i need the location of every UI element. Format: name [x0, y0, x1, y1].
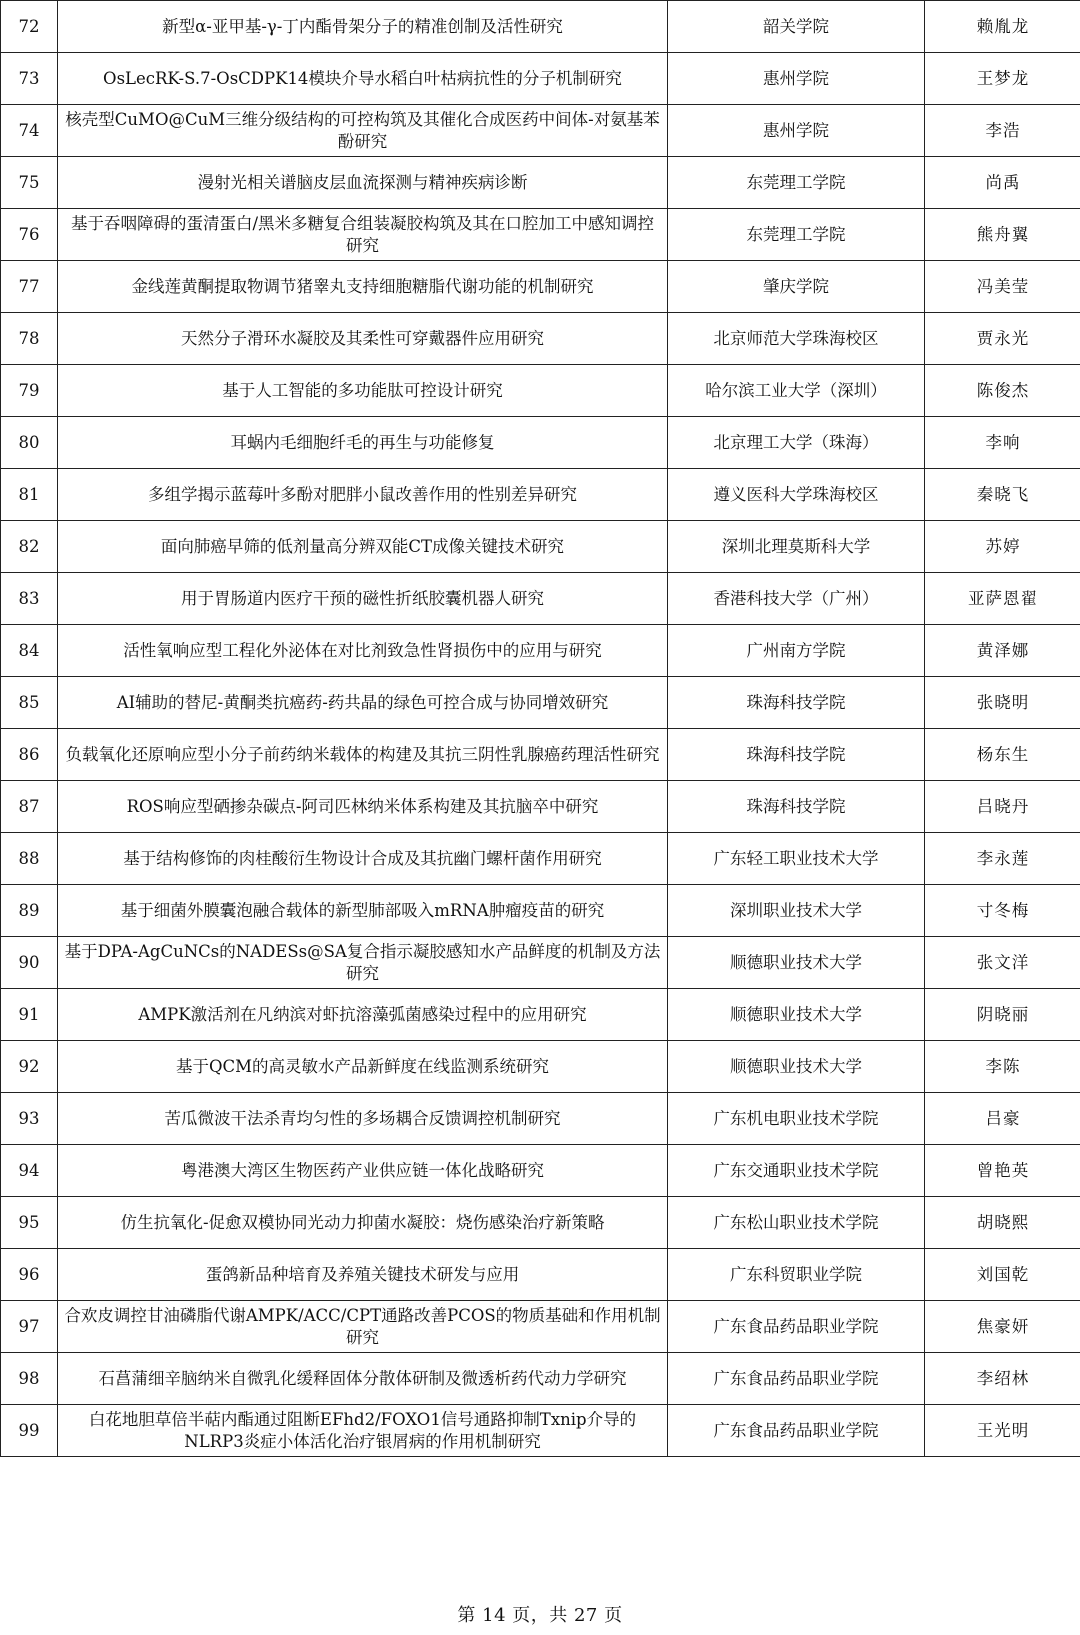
table-row: [1, 417, 1080, 469]
project-title-cell: 苦瓜微波干法杀青均匀性的多场耦合反馈调控机制研究: [58, 1093, 668, 1145]
table-row: [1, 1249, 1080, 1301]
institution-cell: 广东机电职业技术学院: [668, 1093, 925, 1145]
row-number-cell: 76: [1, 209, 58, 261]
table-row: [1, 53, 1080, 105]
row-number-cell: 88: [1, 833, 58, 885]
project-title-cell: AI辅助的替尼-黄酮类抗癌药-药共晶的绿色可控合成与协同增效研究: [58, 677, 668, 729]
principal-investigator-cell: 吕豪: [925, 1093, 1080, 1145]
row-number-cell: 83: [1, 573, 58, 625]
row-number-cell: 72: [1, 1, 58, 53]
row-number-cell: 80: [1, 417, 58, 469]
project-table-body: [1, 1, 1080, 1457]
principal-investigator-cell: 王梦龙: [925, 53, 1080, 105]
row-number-cell: 96: [1, 1249, 58, 1301]
project-title-cell: 蛋鸽新品种培育及养殖关键技术研发与应用: [58, 1249, 668, 1301]
institution-cell: 广东食品药品职业学院: [668, 1405, 925, 1457]
table-row: [1, 885, 1080, 937]
institution-cell: 广东轻工职业技术大学: [668, 833, 925, 885]
principal-investigator-cell: 贾永光: [925, 313, 1080, 365]
table-row: [1, 1197, 1080, 1249]
principal-investigator-cell: 尚禹: [925, 157, 1080, 209]
project-title-cell: 基于人工智能的多功能肽可控设计研究: [58, 365, 668, 417]
row-number-cell: 92: [1, 1041, 58, 1093]
row-number-cell: 99: [1, 1405, 58, 1457]
row-number-cell: 84: [1, 625, 58, 677]
institution-cell: 广东交通职业技术学院: [668, 1145, 925, 1197]
page-number-text: 第 14 页，共 27 页: [457, 1605, 623, 1626]
table-row: [1, 469, 1080, 521]
row-number-cell: 94: [1, 1145, 58, 1197]
institution-cell: 广东松山职业技术学院: [668, 1197, 925, 1249]
table-row: [1, 157, 1080, 209]
table-row: [1, 1, 1080, 53]
row-number-cell: 86: [1, 729, 58, 781]
row-number-cell: 78: [1, 313, 58, 365]
principal-investigator-cell: 熊舟翼: [925, 209, 1080, 261]
institution-cell: 广州南方学院: [668, 625, 925, 677]
principal-investigator-cell: 张文洋: [925, 937, 1080, 989]
table-row: [1, 1405, 1080, 1457]
principal-investigator-cell: 王光明: [925, 1405, 1080, 1457]
institution-cell: 惠州学院: [668, 53, 925, 105]
project-title-cell: 基于DPA-AgCuNCs的NADESs@SA复合指示凝胶感知水产品鲜度的机制及方法研究: [58, 937, 668, 989]
principal-investigator-cell: 焦豪妍: [925, 1301, 1080, 1353]
page-footer: [0, 1601, 1080, 1627]
row-number-cell: 73: [1, 53, 58, 105]
principal-investigator-cell: 冯美莹: [925, 261, 1080, 313]
table-row: [1, 1301, 1080, 1353]
principal-investigator-cell: 寸冬梅: [925, 885, 1080, 937]
row-number-cell: 85: [1, 677, 58, 729]
row-number-cell: 95: [1, 1197, 58, 1249]
project-title-cell: ROS响应型硒掺杂碳点-阿司匹林纳米体系构建及其抗脑卒中研究: [58, 781, 668, 833]
project-title-cell: 基于QCM的高灵敏水产品新鲜度在线监测系统研究: [58, 1041, 668, 1093]
institution-cell: 珠海科技学院: [668, 781, 925, 833]
principal-investigator-cell: 黄泽娜: [925, 625, 1080, 677]
principal-investigator-cell: 李绍林: [925, 1353, 1080, 1405]
institution-cell: 香港科技大学（广州）: [668, 573, 925, 625]
table-row: [1, 833, 1080, 885]
row-number-cell: 93: [1, 1093, 58, 1145]
row-number-cell: 74: [1, 105, 58, 157]
principal-investigator-cell: 吕晓丹: [925, 781, 1080, 833]
institution-cell: 深圳北理莫斯科大学: [668, 521, 925, 573]
institution-cell: 哈尔滨工业大学（深圳）: [668, 365, 925, 417]
row-number-cell: 97: [1, 1301, 58, 1353]
institution-cell: 东莞理工学院: [668, 209, 925, 261]
table-row: [1, 521, 1080, 573]
table-row: [1, 729, 1080, 781]
table-row: [1, 1145, 1080, 1197]
table-row: [1, 1093, 1080, 1145]
project-title-cell: AMPK激活剂在凡纳滨对虾抗溶藻弧菌感染过程中的应用研究: [58, 989, 668, 1041]
project-title-cell: 负载氧化还原响应型小分子前药纳米载体的构建及其抗三阴性乳腺癌药理活性研究: [58, 729, 668, 781]
table-row: [1, 573, 1080, 625]
table-row: [1, 313, 1080, 365]
principal-investigator-cell: 苏婷: [925, 521, 1080, 573]
institution-cell: 惠州学院: [668, 105, 925, 157]
table-row: [1, 677, 1080, 729]
project-title-cell: 多组学揭示蓝莓叶多酚对肥胖小鼠改善作用的性别差异研究: [58, 469, 668, 521]
principal-investigator-cell: 秦晓飞: [925, 469, 1080, 521]
row-number-cell: 81: [1, 469, 58, 521]
principal-investigator-cell: 阴晓丽: [925, 989, 1080, 1041]
project-title-cell: 新型α-亚甲基-γ-丁内酯骨架分子的精准创制及活性研究: [58, 1, 668, 53]
institution-cell: 深圳职业技术大学: [668, 885, 925, 937]
institution-cell: 遵义医科大学珠海校区: [668, 469, 925, 521]
project-title-cell: 基于结构修饰的肉桂酸衍生物设计合成及其抗幽门螺杆菌作用研究: [58, 833, 668, 885]
table-row: [1, 1041, 1080, 1093]
institution-cell: 广东食品药品职业学院: [668, 1301, 925, 1353]
project-title-cell: 耳蜗内毛细胞纤毛的再生与功能修复: [58, 417, 668, 469]
principal-investigator-cell: 李陈: [925, 1041, 1080, 1093]
row-number-cell: 75: [1, 157, 58, 209]
table-row: [1, 937, 1080, 989]
project-title-cell: 天然分子滑环水凝胶及其柔性可穿戴器件应用研究: [58, 313, 668, 365]
project-title-cell: 基于细菌外膜囊泡融合载体的新型肺部吸入mRNA肿瘤疫苗的研究: [58, 885, 668, 937]
project-title-cell: 面向肺癌早筛的低剂量高分辨双能CT成像关键技术研究: [58, 521, 668, 573]
row-number-cell: 89: [1, 885, 58, 937]
institution-cell: 广东科贸职业学院: [668, 1249, 925, 1301]
principal-investigator-cell: 李永莲: [925, 833, 1080, 885]
table-row: [1, 365, 1080, 417]
table-row: [1, 625, 1080, 677]
institution-cell: 顺德职业技术大学: [668, 1041, 925, 1093]
principal-investigator-cell: 赖胤龙: [925, 1, 1080, 53]
project-title-cell: 活性氧响应型工程化外泌体在对比剂致急性肾损伤中的应用与研究: [58, 625, 668, 677]
principal-investigator-cell: 杨东生: [925, 729, 1080, 781]
project-title-cell: 白花地胆草倍半萜内酯通过阻断EFhd2/FOXO1信号通路抑制Txnip介导的NLRP3炎症小体活化治疗银屑病的作用机制研究: [58, 1405, 668, 1457]
institution-cell: 东莞理工学院: [668, 157, 925, 209]
institution-cell: 肇庆学院: [668, 261, 925, 313]
principal-investigator-cell: 李浩: [925, 105, 1080, 157]
project-title-cell: 合欢皮调控甘油磷脂代谢AMPK/ACC/CPT通路改善PCOS的物质基础和作用机制研究: [58, 1301, 668, 1353]
row-number-cell: 82: [1, 521, 58, 573]
project-title-cell: 基于吞咽障碍的蛋清蛋白/黑米多糖复合组装凝胶构筑及其在口腔加工中感知调控研究: [58, 209, 668, 261]
table-row: [1, 105, 1080, 157]
table-row: [1, 209, 1080, 261]
row-number-cell: 87: [1, 781, 58, 833]
institution-cell: 珠海科技学院: [668, 677, 925, 729]
principal-investigator-cell: 陈俊杰: [925, 365, 1080, 417]
institution-cell: 韶关学院: [668, 1, 925, 53]
project-title-cell: 核壳型CuMO@CuM三维分级结构的可控构筑及其催化合成医药中间体-对氨基苯酚研究: [58, 105, 668, 157]
row-number-cell: 91: [1, 989, 58, 1041]
principal-investigator-cell: 胡晓熙: [925, 1197, 1080, 1249]
project-title-cell: 仿生抗氧化-促愈双模协同光动力抑菌水凝胶：烧伤感染治疗新策略: [58, 1197, 668, 1249]
row-number-cell: 77: [1, 261, 58, 313]
project-title-cell: 漫射光相关谱脑皮层血流探测与精神疾病诊断: [58, 157, 668, 209]
institution-cell: 顺德职业技术大学: [668, 937, 925, 989]
institution-cell: 顺德职业技术大学: [668, 989, 925, 1041]
principal-investigator-cell: 亚萨恩翟: [925, 573, 1080, 625]
project-title-cell: 石菖蒲细辛脑纳米自微乳化缓释固体分散体研制及微透析药代动力学研究: [58, 1353, 668, 1405]
table-row: [1, 781, 1080, 833]
project-title-cell: 粤港澳大湾区生物医药产业供应链一体化战略研究: [58, 1145, 668, 1197]
principal-investigator-cell: 曾艳英: [925, 1145, 1080, 1197]
institution-cell: 广东食品药品职业学院: [668, 1353, 925, 1405]
principal-investigator-cell: 李响: [925, 417, 1080, 469]
row-number-cell: 90: [1, 937, 58, 989]
project-title-cell: OsLecRK-S.7-OsCDPK14模块介导水稻白叶枯病抗性的分子机制研究: [58, 53, 668, 105]
principal-investigator-cell: 张晓明: [925, 677, 1080, 729]
table-row: [1, 261, 1080, 313]
row-number-cell: 98: [1, 1353, 58, 1405]
institution-cell: 北京师范大学珠海校区: [668, 313, 925, 365]
project-title-cell: 用于胃肠道内医疗干预的磁性折纸胶囊机器人研究: [58, 573, 668, 625]
table-row: [1, 1353, 1080, 1405]
institution-cell: 北京理工大学（珠海）: [668, 417, 925, 469]
project-title-cell: 金线莲黄酮提取物调节猪睾丸支持细胞糖脂代谢功能的机制研究: [58, 261, 668, 313]
institution-cell: 珠海科技学院: [668, 729, 925, 781]
table-row: [1, 989, 1080, 1041]
principal-investigator-cell: 刘国乾: [925, 1249, 1080, 1301]
row-number-cell: 79: [1, 365, 58, 417]
